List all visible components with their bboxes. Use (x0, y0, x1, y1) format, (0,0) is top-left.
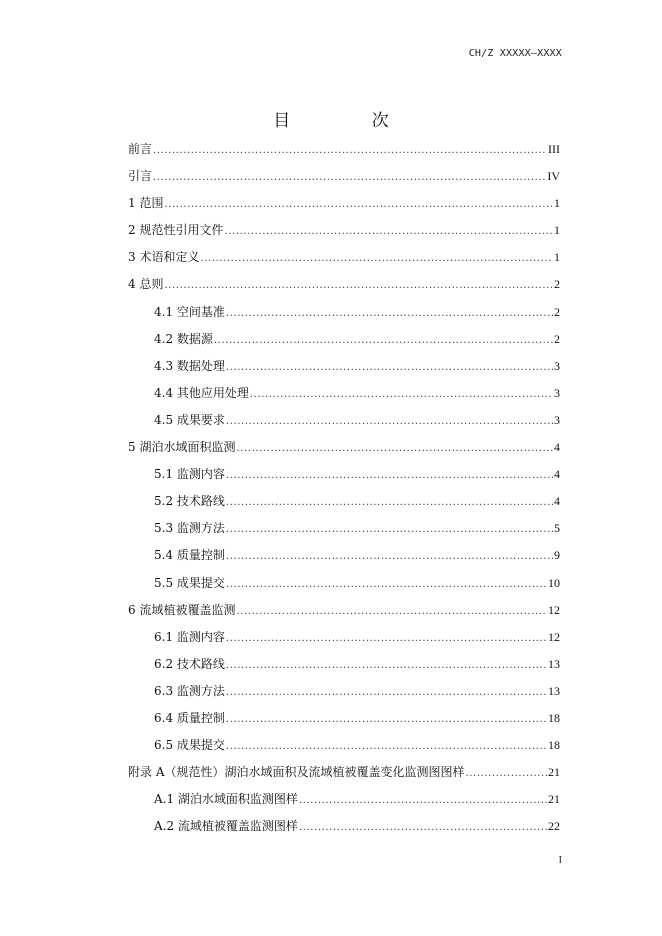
toc-entry-label: 附录 A（规范性）湖泊水域面积及流域植被覆盖变化监测图图样 (128, 765, 465, 780)
toc-entry[interactable] (128, 759, 560, 786)
toc-dot-leader (153, 137, 547, 164)
toc-entry-page: 12 (548, 602, 560, 617)
toc-dot-leader (226, 489, 553, 516)
toc-entry-page: 18 (548, 738, 560, 753)
toc-entry-page: IV (547, 169, 560, 184)
table-of-contents (128, 136, 560, 840)
toc-dot-leader (299, 814, 547, 841)
toc-entry-page: 2 (554, 331, 560, 346)
toc-entry[interactable] (128, 299, 560, 326)
toc-entry[interactable] (128, 353, 560, 380)
toc-entry-page: 2 (554, 304, 560, 319)
toc-entry-label: 5 湖泊水域面积监测 (128, 440, 236, 455)
toc-dot-leader (226, 679, 547, 706)
toc-dot-leader (465, 760, 547, 787)
toc-entry-label: 1 范围 (128, 196, 164, 211)
toc-entry[interactable] (128, 407, 560, 434)
toc-entry[interactable] (128, 461, 560, 488)
toc-entry-page: 1 (554, 196, 560, 211)
toc-entry-page: 18 (548, 710, 560, 725)
toc-entry-label: 4 总则 (128, 277, 164, 292)
toc-dot-leader (164, 191, 553, 218)
toc-entry-page: 21 (548, 765, 560, 780)
toc-entry-label: 4.3 数据处理 (154, 358, 225, 373)
toc-dot-leader (226, 354, 553, 381)
toc-dot-leader (226, 706, 547, 733)
toc-entry-label: 4.1 空间基准 (154, 304, 225, 319)
toc-entry-page: 3 (554, 385, 560, 400)
toc-dot-leader (226, 733, 547, 760)
toc-entry-label: 5.1 监测内容 (154, 467, 225, 482)
toc-entry-page: 12 (548, 629, 560, 644)
standard-code: CH/Z XXXXX—XXXX (468, 48, 562, 59)
toc-entry-label: 4.4 其他应用处理 (154, 385, 249, 400)
toc-entry-page: 13 (548, 683, 560, 698)
toc-entry-label: 6.2 技术路线 (154, 656, 225, 671)
toc-entry[interactable] (128, 163, 560, 190)
toc-entry-label: 引言 (128, 169, 153, 184)
toc-entry-label: 5.5 成果提交 (154, 575, 225, 590)
toc-entry[interactable] (128, 786, 560, 813)
toc-entry-page: 9 (554, 548, 560, 563)
toc-entry[interactable] (128, 190, 560, 217)
toc-entry-label: 6 流域植被覆盖监测 (128, 602, 236, 617)
toc-entry-label: 前言 (128, 142, 153, 156)
toc-entry-label: 6.4 质量控制 (154, 710, 225, 725)
toc-dot-leader (226, 571, 547, 598)
toc-dot-leader (226, 516, 553, 543)
toc-entry-label: A.1 湖泊水域面积监测图样 (154, 792, 298, 807)
toc-entry-page: 4 (554, 467, 560, 482)
toc-dot-leader (250, 381, 553, 408)
toc-entry[interactable] (128, 515, 560, 542)
toc-entry-label: 4.2 数据源 (154, 331, 213, 346)
toc-entry[interactable] (128, 651, 560, 678)
toc-entry[interactable] (128, 597, 560, 624)
toc-entry-label: 3 术语和定义 (128, 250, 200, 265)
toc-dot-leader (299, 787, 547, 814)
toc-entry-page: 4 (554, 494, 560, 509)
toc-entry[interactable] (128, 326, 560, 353)
toc-dot-leader (236, 435, 553, 462)
toc-entry[interactable] (128, 732, 560, 759)
toc-entry-label: 4.5 成果要求 (154, 412, 225, 427)
toc-entry-page: 10 (548, 575, 560, 590)
toc-dot-leader (226, 652, 547, 679)
toc-entry-label: 6.1 监测内容 (154, 629, 225, 644)
toc-entry-page: 2 (554, 277, 560, 292)
toc-dot-leader (200, 245, 553, 272)
toc-dot-leader (214, 327, 553, 354)
toc-entry[interactable] (128, 271, 560, 298)
toc-dot-leader (226, 300, 553, 327)
toc-entry-page: 1 (554, 223, 560, 238)
toc-dot-leader (164, 272, 553, 299)
toc-entry[interactable] (128, 380, 560, 407)
toc-entry-label: 5.4 质量控制 (154, 548, 225, 563)
page-number: I (558, 855, 562, 866)
toc-dot-leader (226, 462, 553, 489)
toc-entry-label: 5.3 监测方法 (154, 521, 225, 536)
toc-dot-leader (226, 625, 547, 652)
toc-title: 目 次 (273, 111, 427, 131)
toc-entry-label: 6.5 成果提交 (154, 738, 225, 753)
toc-entry[interactable] (128, 705, 560, 732)
toc-entry-page: 4 (554, 440, 560, 455)
toc-entry[interactable] (128, 624, 560, 651)
toc-entry-label: 6.3 监测方法 (154, 683, 225, 698)
toc-entry[interactable] (128, 136, 560, 163)
toc-entry-page: III (548, 142, 560, 156)
toc-entry-label: A.2 流域植被覆盖监测图样 (154, 819, 298, 834)
toc-entry-page: 3 (554, 412, 560, 427)
toc-entry[interactable] (128, 488, 560, 515)
toc-entry[interactable] (128, 813, 560, 840)
toc-dot-leader (226, 408, 553, 435)
toc-entry-page: 22 (548, 819, 560, 834)
toc-entry-page: 5 (554, 521, 560, 536)
toc-entry[interactable] (128, 434, 560, 461)
toc-entry-page: 13 (548, 656, 560, 671)
toc-entry[interactable] (128, 217, 560, 244)
toc-entry-page: 3 (554, 358, 560, 373)
toc-entry-page: 1 (554, 250, 560, 265)
toc-entry-label: 2 规范性引用文件 (128, 223, 224, 238)
toc-dot-leader (236, 598, 547, 625)
toc-entry[interactable] (128, 570, 560, 597)
toc-dot-leader (226, 543, 553, 570)
toc-entry[interactable] (128, 542, 560, 569)
toc-entry[interactable] (128, 678, 560, 705)
toc-dot-leader (153, 164, 546, 191)
toc-entry-label: 5.2 技术路线 (154, 494, 225, 509)
toc-entry-page: 21 (548, 792, 560, 807)
toc-entry[interactable] (128, 244, 560, 271)
toc-dot-leader (224, 218, 553, 245)
